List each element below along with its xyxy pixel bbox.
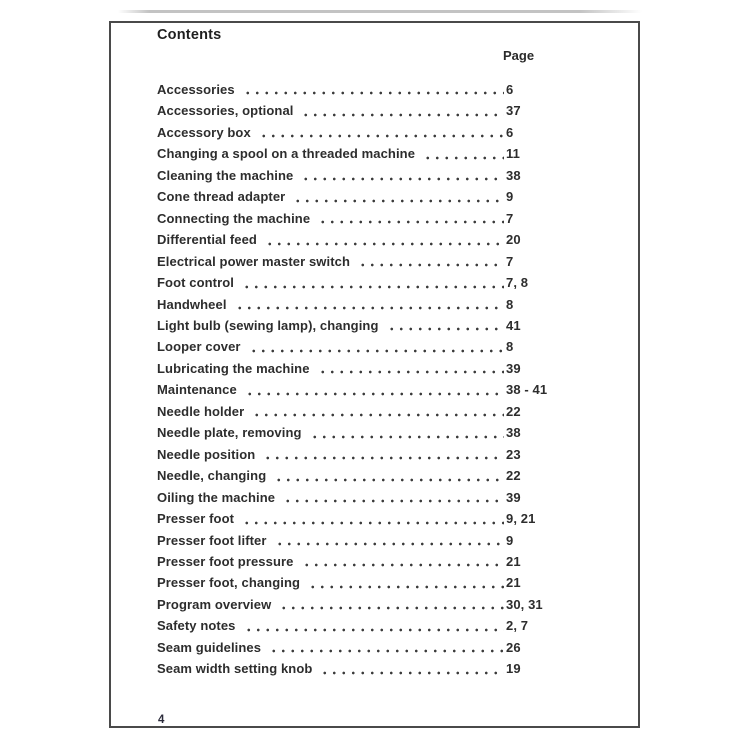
toc-entry-label: Electrical power master switch bbox=[157, 253, 351, 269]
dotted-leader bbox=[355, 251, 504, 272]
toc-entry-label: Seam width setting knob bbox=[157, 661, 313, 677]
toc-entry bbox=[157, 487, 558, 508]
dotted-leader bbox=[420, 143, 504, 164]
toc-entry-page: 23 bbox=[506, 446, 521, 462]
scan-artifact-line bbox=[118, 10, 642, 13]
toc-entry bbox=[157, 208, 558, 229]
toc-entry bbox=[157, 551, 558, 572]
toc-entry bbox=[157, 143, 558, 164]
dotted-leader bbox=[256, 122, 504, 143]
toc-entry bbox=[157, 358, 558, 379]
toc-entry-label: Handwheel bbox=[157, 296, 227, 312]
toc-entry-page: 38 bbox=[506, 425, 521, 441]
toc-entry-page: 7 bbox=[506, 210, 514, 226]
toc-entry-label: Cone thread adapter bbox=[157, 189, 286, 205]
toc-entry bbox=[157, 272, 558, 293]
dotted-leader bbox=[239, 508, 504, 529]
toc-entry bbox=[157, 422, 558, 443]
toc-entry-page: 8 bbox=[506, 296, 514, 312]
toc-entry-label: Needle plate, removing bbox=[157, 425, 302, 441]
toc-entry-page: 38 - 41 bbox=[506, 382, 548, 398]
toc-entry-label: Differential feed bbox=[157, 232, 257, 248]
dotted-leader bbox=[260, 444, 504, 465]
dotted-leader bbox=[298, 165, 504, 186]
toc-entry bbox=[157, 508, 558, 529]
dotted-leader bbox=[262, 229, 504, 250]
toc-entry-page: 9, 21 bbox=[506, 511, 536, 527]
dotted-leader bbox=[290, 186, 504, 207]
toc-entry-label: Looper cover bbox=[157, 339, 241, 355]
dotted-leader bbox=[384, 315, 505, 336]
dotted-leader bbox=[317, 658, 504, 679]
toc-entry-label: Seam guidelines bbox=[157, 639, 262, 655]
toc-entry bbox=[157, 658, 558, 679]
toc-entry-label: Presser foot pressure bbox=[157, 553, 294, 569]
page-title: Contents bbox=[157, 27, 222, 43]
dotted-leader bbox=[299, 551, 505, 572]
toc-entry-page: 6 bbox=[506, 82, 514, 97]
dotted-leader bbox=[242, 379, 504, 400]
toc-entry bbox=[157, 315, 558, 336]
dotted-leader bbox=[240, 79, 504, 100]
toc-entry bbox=[157, 251, 558, 272]
dotted-leader bbox=[246, 336, 504, 357]
dotted-leader bbox=[249, 401, 504, 422]
toc-entry-page: 21 bbox=[506, 575, 521, 591]
toc-entry bbox=[157, 165, 558, 186]
toc-entry-label: Presser foot lifter bbox=[157, 532, 267, 548]
dotted-leader bbox=[232, 294, 504, 315]
toc-entry-label: Lubricating the machine bbox=[157, 360, 310, 376]
toc-entry bbox=[157, 637, 558, 658]
toc-entry-page: 7, 8 bbox=[506, 275, 529, 291]
dotted-leader bbox=[271, 465, 504, 486]
toc-entry bbox=[157, 572, 558, 593]
toc-entry-label: Light bulb (sewing lamp), changing bbox=[157, 317, 379, 333]
dotted-leader bbox=[315, 358, 504, 379]
toc-entry-label: Accessories bbox=[157, 82, 235, 97]
toc-entry-label: Foot control bbox=[157, 275, 235, 291]
toc-entry bbox=[157, 615, 558, 636]
toc-entry bbox=[157, 444, 558, 465]
folio-page-number: 4 bbox=[158, 714, 165, 726]
toc-entry bbox=[157, 379, 558, 400]
toc-entry-label: Accessories, optional bbox=[157, 103, 294, 119]
toc-entry-page: 7 bbox=[506, 253, 514, 269]
toc-entry-page: 9 bbox=[506, 532, 514, 548]
dotted-leader bbox=[241, 615, 504, 636]
toc-entry-label: Changing a spool on a threaded machine bbox=[157, 146, 416, 162]
dotted-leader bbox=[239, 272, 504, 293]
toc-entry-page: 6 bbox=[506, 124, 514, 140]
dotted-leader bbox=[280, 487, 504, 508]
page-frame bbox=[109, 21, 640, 728]
toc-entry-label: Needle position bbox=[157, 446, 256, 462]
toc-entry-label: Connecting the machine bbox=[157, 210, 311, 226]
toc-entry-label: Oiling the machine bbox=[157, 489, 276, 505]
dotted-leader bbox=[307, 422, 504, 443]
toc-entry-page: 11 bbox=[506, 146, 520, 162]
toc-entry-page: 8 bbox=[506, 339, 514, 355]
toc-entry bbox=[157, 594, 558, 615]
toc-entry-label: Program overview bbox=[157, 596, 272, 612]
toc-entry-page: 26 bbox=[506, 639, 521, 655]
toc-entry-page: 2, 7 bbox=[506, 618, 529, 634]
toc-entry bbox=[157, 186, 558, 207]
toc-entry bbox=[157, 79, 558, 100]
toc-entry-page: 39 bbox=[506, 489, 521, 505]
toc-entry-page: 38 bbox=[506, 167, 521, 183]
dotted-leader bbox=[315, 208, 504, 229]
toc-entry bbox=[157, 465, 558, 486]
toc-entry bbox=[157, 122, 558, 143]
page-column-header: Page bbox=[503, 48, 535, 63]
toc-entry bbox=[157, 530, 558, 551]
toc-entry-page: 22 bbox=[506, 468, 521, 484]
toc-entry-page: 21 bbox=[506, 553, 521, 569]
toc-entry-label: Needle, changing bbox=[157, 468, 267, 484]
toc-entry-page: 39 bbox=[506, 360, 521, 376]
toc-entry-page: 22 bbox=[506, 403, 521, 419]
dotted-leader bbox=[298, 100, 504, 121]
toc-entry-page: 37 bbox=[506, 103, 521, 119]
toc-entry-label: Safety notes bbox=[157, 618, 236, 634]
toc-entry bbox=[157, 100, 558, 121]
toc-entry-label: Maintenance bbox=[157, 382, 237, 398]
toc-entry-label: Accessory box bbox=[157, 124, 251, 140]
toc-entry-label: Needle holder bbox=[157, 403, 245, 419]
toc-entry-label: Presser foot bbox=[157, 511, 235, 527]
dotted-leader bbox=[272, 530, 504, 551]
toc-entry-page: 9 bbox=[506, 189, 514, 205]
toc-entry-page: 41 bbox=[506, 317, 521, 333]
toc-entry-page: 19 bbox=[506, 661, 521, 677]
toc-entry bbox=[157, 229, 558, 250]
toc-entry bbox=[157, 401, 558, 422]
dotted-leader bbox=[276, 594, 504, 615]
toc-entry-label: Cleaning the machine bbox=[157, 167, 294, 183]
toc-list bbox=[157, 79, 558, 680]
dotted-leader bbox=[305, 572, 504, 593]
toc-entry bbox=[157, 294, 558, 315]
toc-entry bbox=[157, 336, 558, 357]
toc-entry-page: 20 bbox=[506, 232, 521, 248]
toc-entry-page: 30, 31 bbox=[506, 596, 543, 612]
dotted-leader bbox=[266, 637, 504, 658]
toc-entry-label: Presser foot, changing bbox=[157, 575, 301, 591]
